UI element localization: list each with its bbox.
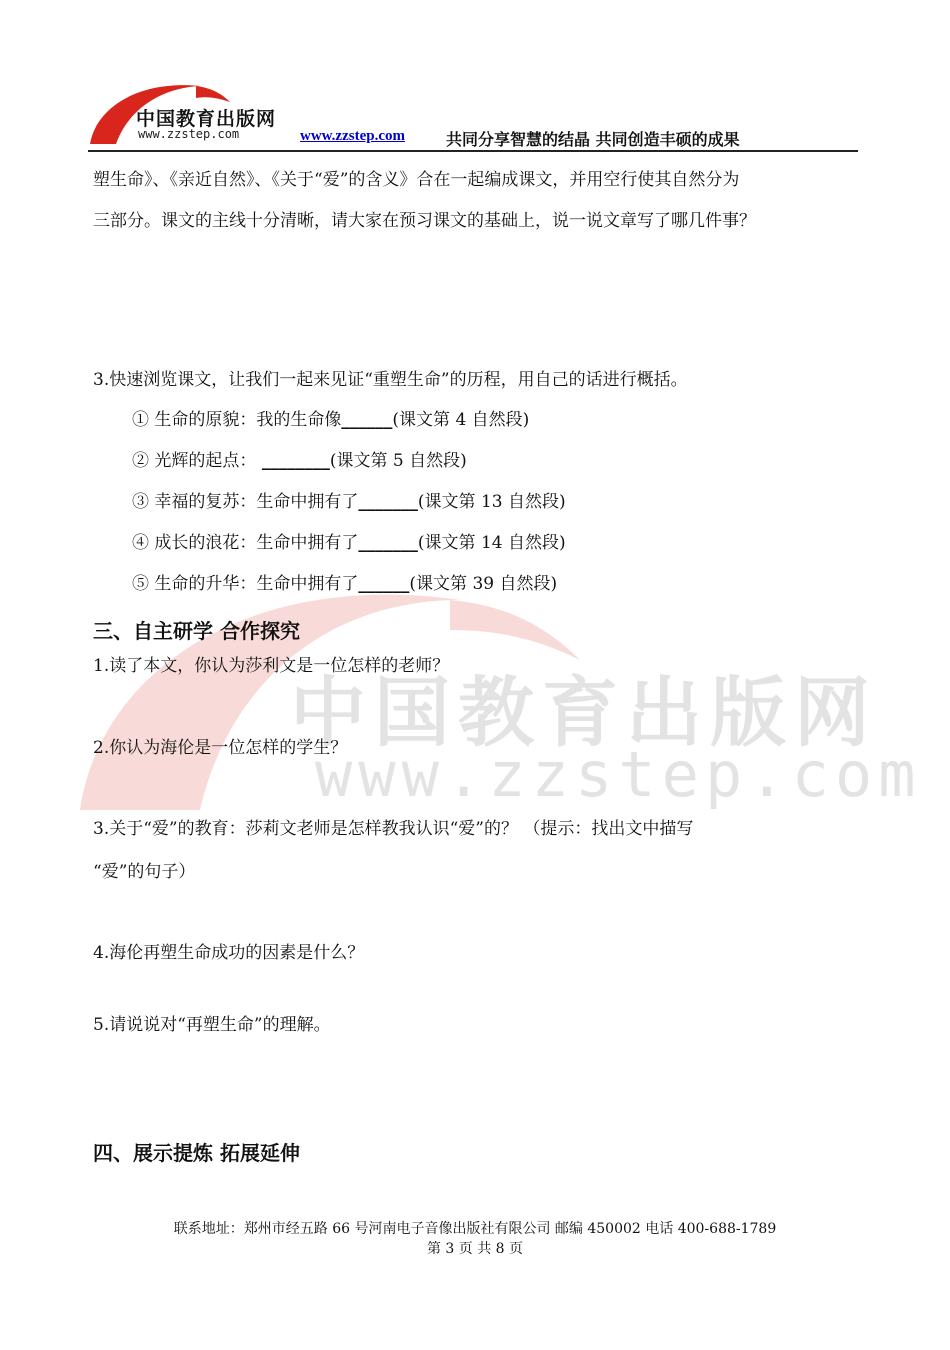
item-ref: (课文第 14 自然段) (417, 533, 566, 553)
question-3: 3.快速浏览课文，让我们一起来见证“重塑生命”的历程，用自己的话进行概括。 (93, 370, 688, 390)
logo (88, 74, 288, 146)
intro-line-1: 塑生命》、《亲近自然》、《关于“爱”的含义》合在一起编成课文，并用空行使其自然分为 (93, 170, 740, 190)
fill-blank: _______ (358, 533, 418, 553)
s3-question-1: 1.读了本文，你认为莎利文是一位怎样的老师？ (93, 656, 450, 676)
fill-blank: ________ (261, 451, 330, 471)
item-label: ② 光辉的起点： (132, 451, 262, 471)
watermark-text: 中国教育出版网 (290, 668, 878, 757)
logo-url: www.zzstep.com (138, 127, 240, 141)
site-link[interactable]: www.zzstep.com (300, 128, 405, 144)
section-4-heading: 四、展示提炼 拓展延伸 (93, 1141, 300, 1165)
item-label: ③ 幸福的复苏：生命中拥有了 (132, 492, 359, 512)
s3-question-2: 2.你认为海伦是一位怎样的学生？ (93, 738, 348, 758)
item-label: ① 生命的原貌：我的生命像 (132, 410, 342, 430)
item-ref: (课文第 5 自然段) (329, 451, 467, 471)
item-label: ④ 成长的浪花：生命中拥有了 (132, 533, 359, 553)
fill-blank: ______ (341, 410, 393, 430)
list-item (132, 412, 529, 429)
section-3-heading: 三、自主研学 合作探究 (93, 619, 300, 643)
watermark (80, 560, 922, 840)
fill-blank: _______ (358, 492, 418, 512)
intro-line-2: 三部分。课文的主线十分清晰，请大家在预习课文的基础上，说一说文章写了哪几件事？ (93, 211, 756, 231)
watermark-swoosh-icon (80, 560, 880, 840)
list-item (132, 535, 566, 552)
watermark-url: www.zzstep.com (315, 738, 922, 811)
footer-address: 联系地址：郑州市经五路 66 号河南电子音像出版社有限公司 邮编 450002 电话 400-688-1789 (173, 1221, 777, 1237)
list-item (132, 453, 467, 470)
s3-question-3-line-2: “爱”的句子） (93, 862, 196, 882)
item-ref: (课文第 4 自然段) (392, 410, 530, 430)
page-header (88, 74, 858, 152)
footer-page-number: 第 3 页 共 8 页 (426, 1241, 524, 1257)
s3-question-4: 4.海伦再塑生命成功的因素是什么？ (93, 943, 365, 963)
s3-question-3-line-1: 3.关于“爱”的教育：莎莉文老师是怎样教我认识“爱”的？ （提示：找出文中描写 (93, 819, 694, 839)
list-item (132, 576, 557, 593)
item-label: ⑤ 生命的升华：生命中拥有了 (132, 574, 359, 594)
logo-text: 中国教育出版网 (136, 108, 277, 130)
list-item (132, 494, 566, 511)
header-slogan: 共同分享智慧的结晶 共同创造丰硕的成果 (446, 130, 740, 149)
fill-blank: ______ (358, 574, 410, 594)
item-ref: (课文第 13 自然段) (417, 492, 566, 512)
item-ref: (课文第 39 自然段) (409, 574, 558, 594)
s3-question-5: 5.请说说对“再塑生命”的理解。 (93, 1015, 331, 1035)
